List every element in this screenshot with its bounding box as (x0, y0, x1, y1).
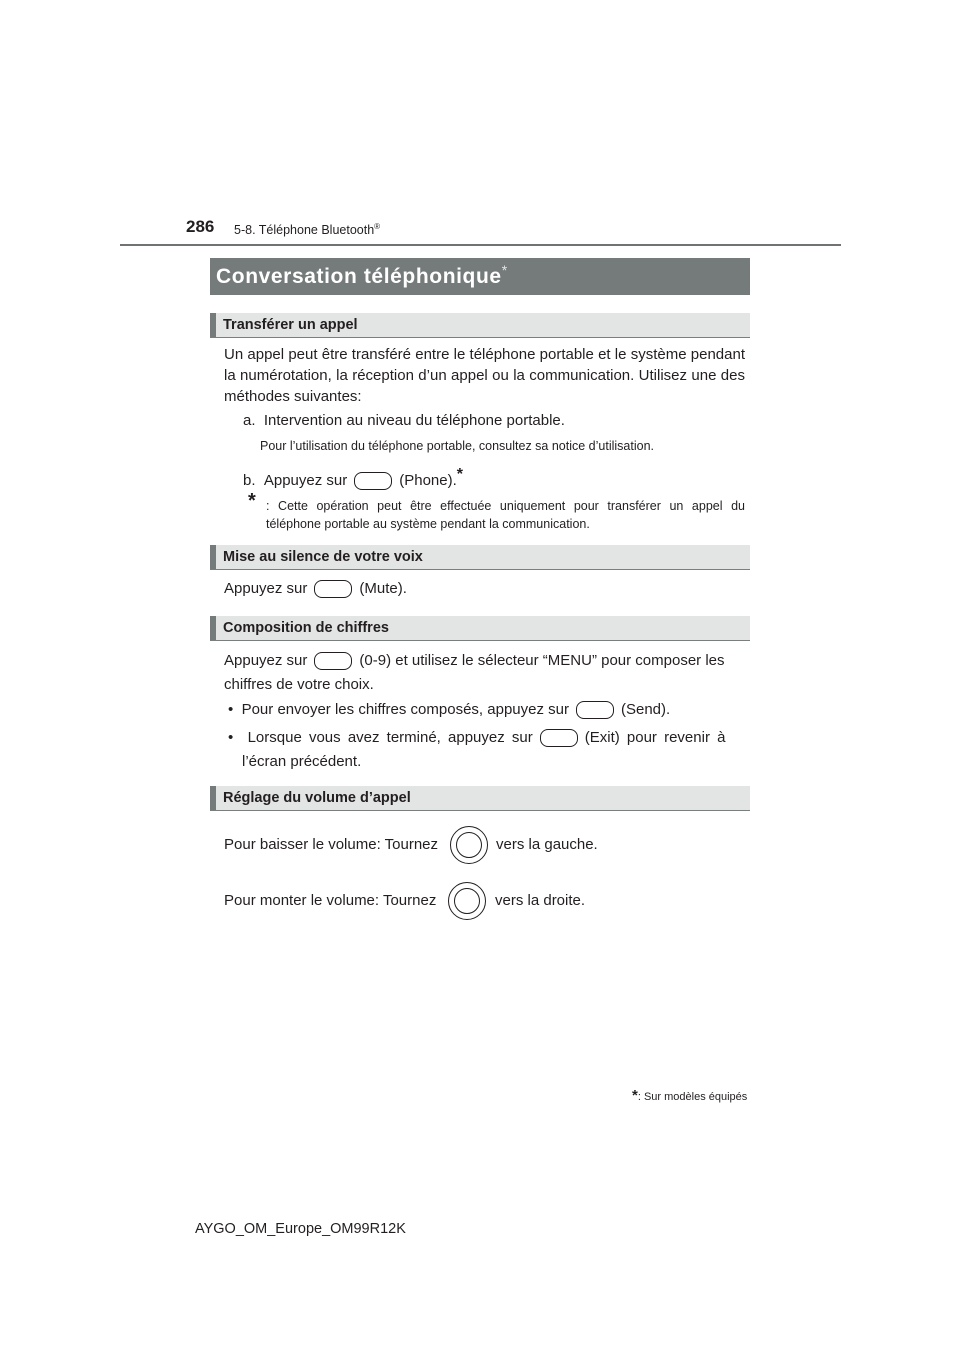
heading-digits-text: Composition de chiffres (223, 620, 389, 636)
transfer-item-b (243, 466, 463, 490)
page-title (216, 262, 508, 289)
mute-instruction-label: (Mute). (359, 580, 407, 597)
digits-instruction-rest: (0-9) et utilisez le sélecteur “MENU” pour composer les (359, 652, 725, 669)
heading-mute-text: Mise au silence de votre voix (223, 549, 423, 565)
mute-instruction-text: Appuyez sur (224, 580, 308, 597)
digits-bullet-send (228, 701, 670, 719)
digits-bullet-exit-label: (Exit) pour revenir à (584, 729, 726, 746)
digits-bullet-send-text: • Pour envoyer les chiffres composés, appuyez sur (228, 701, 569, 718)
section-title: 5-8. Téléphone Bluetooth (234, 223, 375, 238)
footnote-asterisk: * (248, 490, 256, 512)
transfer-intro: Un appel peut être transféré entre le téléphone portable et le système pendant la numérotation, la réception d’un appel ou la communication. Utilisez une des méthodes suivantes: (224, 346, 745, 405)
title-asterisk: * (501, 262, 508, 278)
transfer-item-a-note: Pour l’utilisation du téléphone portable, consultez sa notice d’utilisation. (260, 439, 654, 453)
page-title-text: Conversation téléphonique (216, 265, 502, 288)
model-note-text: : Sur modèles équipés (637, 1091, 748, 1103)
volume-knob-icon (448, 882, 486, 920)
page-number: 286 (186, 217, 215, 236)
model-note-asterisk: * (632, 1087, 638, 1104)
heading-volume (210, 786, 750, 811)
section-reference (234, 222, 380, 237)
model-note (632, 1087, 747, 1104)
send-switch-icon (576, 701, 614, 719)
transfer-item-b-label: (Phone). (399, 472, 457, 489)
heading-volume-text: Réglage du volume d’appel (223, 790, 411, 806)
digits-switch-icon (314, 652, 352, 670)
digits-instruction (224, 652, 725, 670)
heading-transfer-call-text: Transférer un appel (223, 317, 358, 333)
transfer-item-b-text: b. Appuyez sur (243, 472, 348, 489)
mute-instruction (224, 580, 407, 598)
digits-bullet-exit-line2: l’écran précédent. (242, 753, 362, 770)
heading-digits (210, 616, 750, 641)
transfer-item-a: a. Intervention au niveau du téléphone portable. (243, 412, 565, 429)
mute-switch-icon (314, 580, 352, 598)
exit-switch-icon (540, 729, 578, 747)
registered-mark: ® (374, 222, 381, 231)
phone-switch-icon (354, 472, 392, 490)
volume-down-direction: vers la gauche. (496, 836, 598, 853)
volume-up-text: Pour monter le volume: Tournez (224, 892, 437, 909)
document-code: AYGO_OM_Europe_OM99R12K (195, 1221, 406, 1237)
heading-transfer-call (210, 313, 750, 338)
volume-up-direction: vers la droite. (495, 892, 586, 909)
digits-bullet-exit-text: • Lorsque vous avez terminé, appuyez sur (228, 729, 533, 746)
digits-instruction-line2: chiffres de votre choix. (224, 676, 374, 693)
heading-mute (210, 545, 750, 570)
digits-instruction-text: Appuyez sur (224, 652, 308, 669)
transfer-item-b-asterisk: * (456, 466, 464, 483)
digits-bullet-exit (228, 729, 725, 747)
volume-knob-icon (450, 826, 488, 864)
volume-down-text: Pour baisser le volume: Tournez (224, 836, 438, 853)
transfer-footnote: : Cette opération peut être effectuée uniquement pour transférer un appel du téléphone portable au système pendant la communication. (266, 499, 745, 531)
digits-bullet-send-label: (Send). (620, 701, 671, 718)
header-divider (120, 244, 841, 246)
